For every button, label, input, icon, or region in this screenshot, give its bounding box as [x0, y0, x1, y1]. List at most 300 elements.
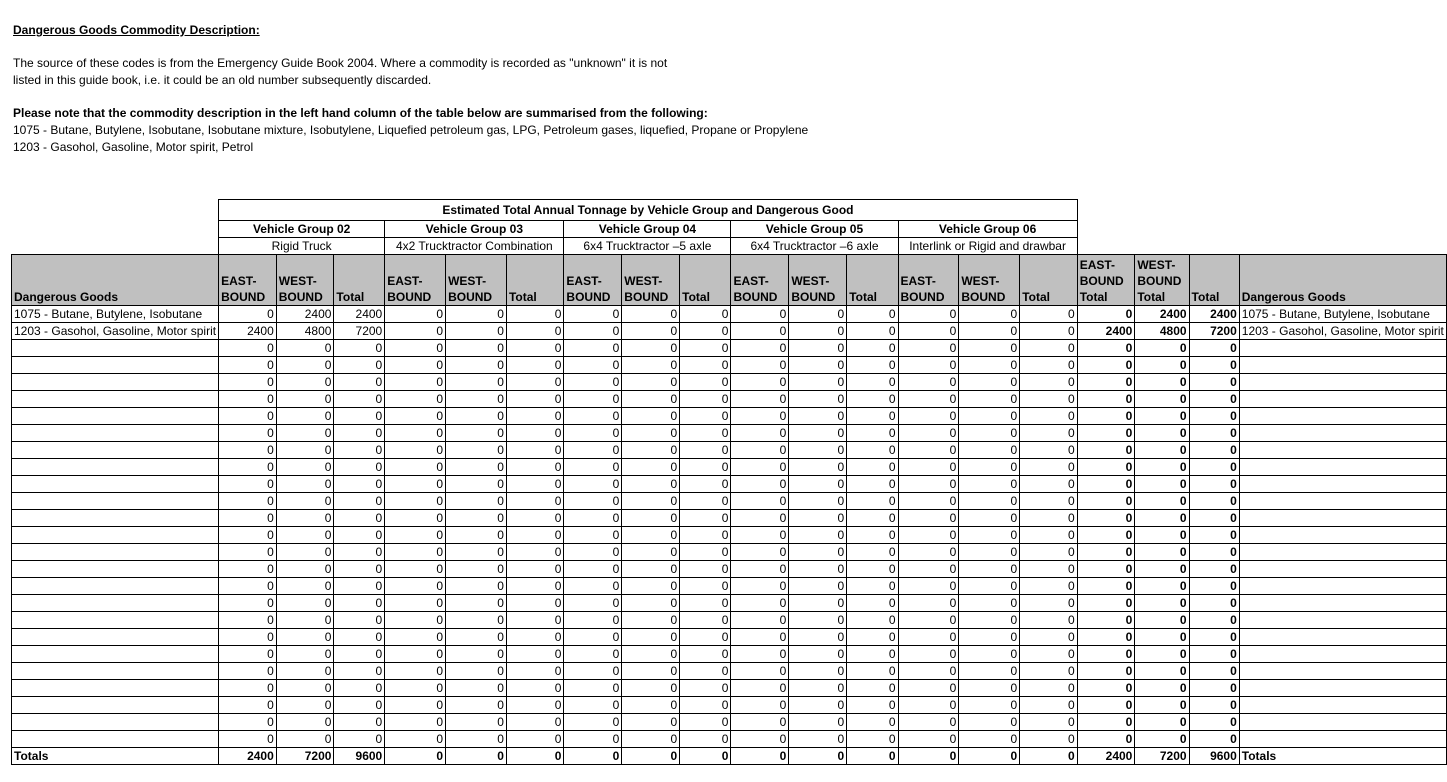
- value-cell: 0: [506, 629, 563, 646]
- value-cell: 0: [506, 374, 563, 391]
- value-cell: 0: [731, 510, 789, 527]
- value-cell: 0: [446, 357, 507, 374]
- value-cell: 0: [680, 442, 731, 459]
- row-description-right: [1239, 493, 1446, 510]
- total-cell: 0: [1077, 357, 1135, 374]
- value-cell: 0: [622, 306, 680, 323]
- value-cell: 0: [680, 340, 731, 357]
- value-cell: 0: [789, 408, 847, 425]
- row-description-right: [1239, 459, 1446, 476]
- total-cell: 0: [1077, 663, 1135, 680]
- value-cell: 0: [276, 612, 334, 629]
- row-description-right: [1239, 561, 1446, 578]
- value-cell: 0: [334, 578, 385, 595]
- value-cell: 0: [680, 391, 731, 408]
- value-cell: 0: [564, 510, 622, 527]
- value-cell: 0: [680, 680, 731, 697]
- table-row: [12, 663, 1447, 680]
- value-cell: 0: [385, 680, 446, 697]
- value-cell: 0: [1020, 442, 1077, 459]
- value-cell: 0: [959, 714, 1020, 731]
- value-cell: 0: [334, 714, 385, 731]
- value-cell: 0: [1020, 748, 1077, 765]
- value-cell: 0: [847, 476, 898, 493]
- value-cell: 0: [789, 306, 847, 323]
- value-cell: 0: [622, 612, 680, 629]
- value-cell: 0: [219, 340, 277, 357]
- total-cell: 0: [1189, 408, 1239, 425]
- value-cell: 0: [219, 680, 277, 697]
- value-cell: 0: [789, 374, 847, 391]
- total-cell: 0: [1135, 442, 1189, 459]
- value-cell: 0: [789, 731, 847, 748]
- value-cell: 0: [789, 357, 847, 374]
- value-cell: 0: [959, 561, 1020, 578]
- value-cell: 0: [731, 527, 789, 544]
- value-cell: 0: [959, 612, 1020, 629]
- header-g03-east: EAST-BOUND: [385, 255, 446, 306]
- row-description-right: [1239, 629, 1446, 646]
- value-cell: 0: [334, 612, 385, 629]
- row-description: [12, 612, 219, 629]
- value-cell: 0: [506, 663, 563, 680]
- value-cell: 0: [446, 561, 507, 578]
- value-cell: 0: [898, 731, 959, 748]
- value-cell: 0: [731, 646, 789, 663]
- value-cell: 0: [731, 306, 789, 323]
- value-cell: 0: [334, 595, 385, 612]
- total-cell: 0: [1135, 612, 1189, 629]
- totals-label-right: Totals: [1239, 748, 1446, 765]
- value-cell: 0: [622, 357, 680, 374]
- row-description: 1203 - Gasohol, Gasoline, Motor spirit: [12, 323, 219, 340]
- row-description-right: [1239, 340, 1446, 357]
- value-cell: 0: [219, 476, 277, 493]
- total-cell: 0: [1077, 340, 1135, 357]
- value-cell: 0: [564, 459, 622, 476]
- value-cell: 0: [334, 459, 385, 476]
- total-cell: 0: [1077, 476, 1135, 493]
- value-cell: 0: [622, 714, 680, 731]
- value-cell: 0: [622, 748, 680, 765]
- value-cell: 0: [385, 476, 446, 493]
- value-cell: 0: [219, 493, 277, 510]
- value-cell: 0: [334, 663, 385, 680]
- total-cell: 0: [1077, 578, 1135, 595]
- value-cell: 0: [959, 595, 1020, 612]
- table-row: [12, 374, 1447, 391]
- value-cell: 0: [622, 680, 680, 697]
- value-cell: 0: [622, 578, 680, 595]
- value-cell: 0: [959, 459, 1020, 476]
- value-cell: 0: [1020, 612, 1077, 629]
- value-cell: 0: [385, 391, 446, 408]
- value-cell: 0: [731, 493, 789, 510]
- value-cell: 0: [446, 493, 507, 510]
- row-description: [12, 442, 219, 459]
- value-cell: 0: [680, 544, 731, 561]
- row-description: [12, 680, 219, 697]
- table-row: [12, 578, 1447, 595]
- value-cell: 0: [898, 714, 959, 731]
- value-cell: 0: [1020, 629, 1077, 646]
- value-cell: 0: [446, 374, 507, 391]
- total-cell: 0: [1077, 510, 1135, 527]
- value-cell: 0: [847, 425, 898, 442]
- table-row: [12, 612, 1447, 629]
- row-description: [12, 510, 219, 527]
- group-04-name: Vehicle Group 04: [564, 221, 731, 238]
- total-cell: 0: [1189, 340, 1239, 357]
- value-cell: 0: [276, 340, 334, 357]
- value-cell: 0: [847, 663, 898, 680]
- value-cell: 0: [731, 442, 789, 459]
- value-cell: 0: [385, 510, 446, 527]
- group-row: [12, 221, 1447, 238]
- total-cell: 0: [1189, 374, 1239, 391]
- row-description: [12, 493, 219, 510]
- header-g05-east: EAST-BOUND: [731, 255, 789, 306]
- value-cell: 0: [506, 527, 563, 544]
- value-cell: 0: [847, 442, 898, 459]
- value-cell: 0: [385, 578, 446, 595]
- value-cell: 0: [680, 527, 731, 544]
- value-cell: 0: [847, 714, 898, 731]
- value-cell: 0: [789, 714, 847, 731]
- value-cell: 0: [622, 408, 680, 425]
- value-cell: 0: [385, 323, 446, 340]
- total-cell: 7200: [1189, 323, 1239, 340]
- value-cell: 0: [506, 595, 563, 612]
- value-cell: 0: [446, 697, 507, 714]
- table-row: [12, 680, 1447, 697]
- value-cell: 0: [789, 680, 847, 697]
- value-cell: 0: [564, 340, 622, 357]
- header-g06-east: EAST-BOUND: [898, 255, 959, 306]
- value-cell: 0: [385, 527, 446, 544]
- value-cell: 0: [385, 544, 446, 561]
- value-cell: 0: [564, 561, 622, 578]
- value-cell: 0: [1020, 595, 1077, 612]
- value-cell: 0: [959, 340, 1020, 357]
- row-description: 1075 - Butane, Butylene, Isobutane: [12, 306, 219, 323]
- value-cell: 0: [219, 578, 277, 595]
- value-cell: 0: [898, 561, 959, 578]
- value-cell: 0: [219, 561, 277, 578]
- value-cell: 0: [898, 357, 959, 374]
- total-cell: 0: [1135, 391, 1189, 408]
- value-cell: 0: [506, 476, 563, 493]
- value-cell: 0: [334, 646, 385, 663]
- value-cell: 0: [959, 306, 1020, 323]
- value-cell: 0: [959, 425, 1020, 442]
- value-cell: 0: [1020, 544, 1077, 561]
- intro-definition-1203: 1203 - Gasohol, Gasoline, Motor spirit, Petrol: [13, 140, 254, 154]
- value-cell: 0: [789, 646, 847, 663]
- value-cell: 0: [564, 578, 622, 595]
- value-cell: 0: [564, 527, 622, 544]
- value-cell: 0: [506, 646, 563, 663]
- value-cell: 0: [622, 595, 680, 612]
- value-cell: 0: [276, 391, 334, 408]
- value-cell: 0: [385, 340, 446, 357]
- value-cell: 0: [959, 476, 1020, 493]
- value-cell: 0: [622, 561, 680, 578]
- value-cell: 0: [334, 391, 385, 408]
- intro-section: [13, 22, 1113, 156]
- row-description-right: [1239, 544, 1446, 561]
- value-cell: 0: [334, 561, 385, 578]
- value-cell: 0: [446, 391, 507, 408]
- value-cell: 0: [446, 408, 507, 425]
- row-description: [12, 544, 219, 561]
- header-g02-total: Total: [334, 255, 385, 306]
- value-cell: 0: [219, 306, 277, 323]
- value-cell: 0: [847, 578, 898, 595]
- value-cell: 0: [731, 408, 789, 425]
- value-cell: 0: [622, 731, 680, 748]
- value-cell: 0: [898, 408, 959, 425]
- value-cell: 0: [789, 544, 847, 561]
- intro-line-2: listed in this guide book, i.e. it could be an old number subsequently discarded.: [13, 73, 432, 87]
- value-cell: 0: [1020, 391, 1077, 408]
- value-cell: 0: [385, 357, 446, 374]
- row-description: [12, 425, 219, 442]
- row-description-right: [1239, 425, 1446, 442]
- value-cell: 0: [276, 646, 334, 663]
- value-cell: 0: [564, 323, 622, 340]
- value-cell: 0: [622, 476, 680, 493]
- table-row: [12, 425, 1447, 442]
- value-cell: 0: [898, 612, 959, 629]
- value-cell: 0: [622, 340, 680, 357]
- value-cell: 0: [506, 493, 563, 510]
- total-cell: 0: [1189, 714, 1239, 731]
- value-cell: 0: [1020, 731, 1077, 748]
- total-cell: 0: [1077, 629, 1135, 646]
- row-description-right: 1203 - Gasohol, Gasoline, Motor spirit: [1239, 323, 1446, 340]
- total-cell: 0: [1077, 731, 1135, 748]
- group-04-desc: 6x4 Trucktractor –5 axle: [564, 238, 731, 255]
- total-cell: 0: [1189, 442, 1239, 459]
- value-cell: 0: [276, 680, 334, 697]
- value-cell: 0: [789, 459, 847, 476]
- value-cell: 0: [506, 731, 563, 748]
- value-cell: 0: [385, 629, 446, 646]
- value-cell: 0: [731, 459, 789, 476]
- row-description: [12, 697, 219, 714]
- value-cell: 0: [276, 493, 334, 510]
- value-cell: 0: [1020, 493, 1077, 510]
- value-cell: 0: [276, 408, 334, 425]
- table-row: [12, 323, 1447, 340]
- value-cell: 0: [898, 476, 959, 493]
- value-cell: 0: [680, 748, 731, 765]
- total-cell: 0: [1189, 357, 1239, 374]
- value-cell: 0: [622, 374, 680, 391]
- value-cell: 0: [334, 340, 385, 357]
- table-row: [12, 714, 1447, 731]
- value-cell: 0: [731, 595, 789, 612]
- total-cell: 0: [1189, 629, 1239, 646]
- total-cell: 0: [1189, 459, 1239, 476]
- value-cell: 0: [1020, 323, 1077, 340]
- row-description-right: [1239, 697, 1446, 714]
- value-cell: 0: [334, 731, 385, 748]
- value-cell: 0: [564, 425, 622, 442]
- value-cell: 0: [385, 595, 446, 612]
- total-cell: 0: [1077, 561, 1135, 578]
- table-row: [12, 544, 1447, 561]
- value-cell: 0: [506, 612, 563, 629]
- value-cell: 0: [564, 306, 622, 323]
- value-cell: 0: [789, 595, 847, 612]
- row-description: [12, 374, 219, 391]
- value-cell: 0: [446, 646, 507, 663]
- value-cell: 0: [898, 646, 959, 663]
- value-cell: 0: [1020, 578, 1077, 595]
- value-cell: 0: [334, 680, 385, 697]
- total-cell: 0: [1077, 391, 1135, 408]
- value-cell: 0: [219, 544, 277, 561]
- value-cell: 0: [959, 408, 1020, 425]
- value-cell: 0: [789, 612, 847, 629]
- row-description-right: [1239, 476, 1446, 493]
- value-cell: 0: [1020, 646, 1077, 663]
- row-description: [12, 731, 219, 748]
- table-row: [12, 561, 1447, 578]
- total-cell: 0: [1077, 697, 1135, 714]
- value-cell: 0: [898, 340, 959, 357]
- group-02-name: Vehicle Group 02: [219, 221, 385, 238]
- value-cell: 0: [622, 646, 680, 663]
- value-cell: 0: [446, 510, 507, 527]
- value-cell: 0: [276, 731, 334, 748]
- value-cell: 0: [789, 425, 847, 442]
- value-cell: 0: [506, 459, 563, 476]
- value-cell: 0: [959, 680, 1020, 697]
- value-cell: 0: [959, 748, 1020, 765]
- value-cell: 0: [564, 680, 622, 697]
- value-cell: 0: [276, 663, 334, 680]
- total-cell: 0: [1135, 459, 1189, 476]
- value-cell: 0: [506, 697, 563, 714]
- table-row: [12, 595, 1447, 612]
- row-description: [12, 459, 219, 476]
- table-row: [12, 629, 1447, 646]
- value-cell: 0: [847, 697, 898, 714]
- value-cell: 0: [731, 748, 789, 765]
- value-cell: 0: [446, 442, 507, 459]
- total-cell: 0: [1189, 544, 1239, 561]
- value-cell: 0: [334, 527, 385, 544]
- tonnage-table: [11, 199, 1447, 765]
- value-cell: 0: [680, 476, 731, 493]
- row-description-right: [1239, 510, 1446, 527]
- value-cell: 0: [446, 459, 507, 476]
- value-cell: 0: [385, 374, 446, 391]
- value-cell: 0: [276, 374, 334, 391]
- value-cell: 0: [276, 595, 334, 612]
- value-cell: 0: [789, 476, 847, 493]
- value-cell: 0: [680, 306, 731, 323]
- value-cell: 0: [334, 629, 385, 646]
- table-row: [12, 476, 1447, 493]
- table-row: [12, 493, 1447, 510]
- row-description: [12, 561, 219, 578]
- value-cell: 0: [847, 374, 898, 391]
- total-cell: 0: [1189, 561, 1239, 578]
- value-cell: 0: [680, 510, 731, 527]
- row-description-right: [1239, 680, 1446, 697]
- value-cell: 0: [847, 748, 898, 765]
- value-cell: 2400: [219, 748, 277, 765]
- value-cell: 0: [564, 612, 622, 629]
- row-description-right: [1239, 714, 1446, 731]
- value-cell: 0: [506, 340, 563, 357]
- total-cell: 0: [1189, 612, 1239, 629]
- value-cell: 0: [446, 476, 507, 493]
- value-cell: 0: [276, 459, 334, 476]
- value-cell: 0: [446, 714, 507, 731]
- value-cell: 0: [446, 578, 507, 595]
- row-description: [12, 578, 219, 595]
- total-cell: 2400: [1135, 306, 1189, 323]
- value-cell: 0: [446, 340, 507, 357]
- value-cell: 0: [847, 731, 898, 748]
- value-cell: 0: [564, 731, 622, 748]
- value-cell: 0: [680, 595, 731, 612]
- value-cell: 0: [898, 697, 959, 714]
- value-cell: 0: [1020, 561, 1077, 578]
- value-cell: 0: [959, 527, 1020, 544]
- table-row: [12, 340, 1447, 357]
- total-cell: 0: [1077, 408, 1135, 425]
- value-cell: 0: [680, 714, 731, 731]
- total-cell: 0: [1135, 544, 1189, 561]
- total-cell: 0: [1135, 680, 1189, 697]
- value-cell: 0: [789, 663, 847, 680]
- value-cell: 0: [506, 391, 563, 408]
- value-cell: 0: [680, 731, 731, 748]
- value-cell: 0: [276, 629, 334, 646]
- value-cell: 0: [1020, 408, 1077, 425]
- value-cell: 0: [276, 442, 334, 459]
- value-cell: 0: [564, 357, 622, 374]
- value-cell: 0: [385, 408, 446, 425]
- value-cell: 0: [564, 408, 622, 425]
- value-cell: 0: [847, 391, 898, 408]
- value-cell: 0: [731, 323, 789, 340]
- table-title: Estimated Total Annual Tonnage by Vehicle Group and Dangerous Good: [219, 200, 1078, 221]
- header-g05-total: Total: [847, 255, 898, 306]
- total-cell: 0: [1077, 459, 1135, 476]
- value-cell: 0: [847, 408, 898, 425]
- row-description: [12, 391, 219, 408]
- value-cell: 2400: [276, 306, 334, 323]
- value-cell: 0: [847, 340, 898, 357]
- value-cell: 0: [898, 595, 959, 612]
- value-cell: 0: [789, 527, 847, 544]
- value-cell: 0: [219, 714, 277, 731]
- header-east-total: EAST-BOUND Total: [1077, 255, 1135, 306]
- value-cell: 0: [276, 510, 334, 527]
- total-cell: 0: [1077, 493, 1135, 510]
- value-cell: 0: [276, 544, 334, 561]
- value-cell: 0: [622, 323, 680, 340]
- row-description-right: [1239, 595, 1446, 612]
- value-cell: 0: [959, 510, 1020, 527]
